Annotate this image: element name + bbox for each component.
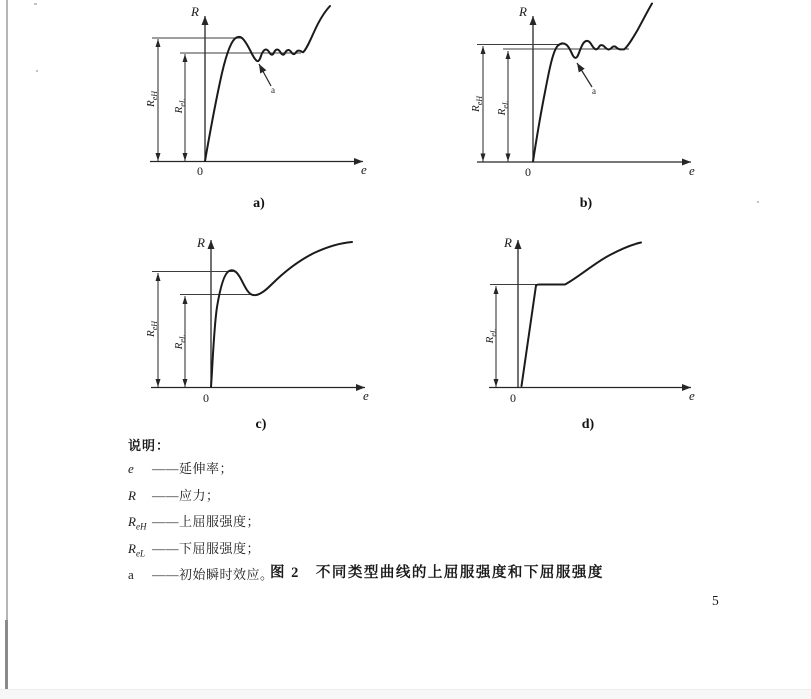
lower-yield-label: $R_{eL}$ [173,98,187,114]
x-axis-label: e [361,162,367,177]
legend-item-rel [128,541,274,562]
arrowhead [506,154,511,162]
legend-title: 说明： [128,438,171,453]
arrowhead [156,379,161,387]
legend-desc: ——延伸率； [152,461,234,476]
transient-effect-label: a [592,86,596,96]
origin-label: 0 [203,391,209,405]
upper-yield-label: $R_{eH}$ [145,320,159,338]
panel-label-d: d) [581,417,595,432]
legend-symbol: R [128,487,136,503]
legend-symbol: $R_{eL}$ [128,540,145,559]
x-axis-label: e [689,388,695,403]
legend-item-a [128,567,274,588]
panel-a [145,4,367,211]
arrowhead [156,153,161,161]
legend-symbol: $R_{eH}$ [128,514,147,532]
y-axis-label: R [197,235,205,250]
figure-legend [128,438,274,594]
arrowhead [183,153,188,161]
legend-item-reh [128,514,274,535]
y-axis-label: R [519,4,527,19]
arrowhead [481,46,486,54]
arrowhead [156,39,161,47]
panel-label-c: c) [255,417,267,432]
arrowhead [506,51,511,59]
arrowhead [494,286,499,294]
stress-strain-curve [205,6,330,161]
figure-caption: 图 2 不同类型曲线的上屈服强度和下屈服强度 [270,565,604,581]
upper-yield-label: $R_{eH}$ [145,90,159,108]
arrowhead [183,54,188,62]
arrowhead [183,296,188,304]
lower-yield-label: $R_{eL}$ [484,328,498,344]
stress-strain-curve [522,243,642,387]
legend-desc: ——上屈服强度； [152,514,261,530]
origin-label: 0 [197,164,203,178]
legend-item-r [128,488,274,509]
origin-label: 0 [510,391,516,405]
panel-c [145,235,369,432]
panel-b [470,4,695,212]
upper-yield-label: $R_{eH}$ [470,95,484,113]
transient-effect-arrow [259,64,271,86]
page-bottom-edge [0,689,811,699]
stress-strain-curve [211,242,352,387]
x-axis-label: e [689,163,695,178]
legend-symbol: a [128,567,134,583]
stress-strain-curve [533,4,652,162]
panel-label-b: b) [579,196,593,211]
y-axis-label: R [191,4,199,19]
origin-label: 0 [525,165,531,179]
legend-desc: ——应力； [152,487,220,503]
panel-label-a: a) [253,196,265,211]
arrowhead [183,379,188,387]
page-number: 5 [712,593,719,608]
arrowhead [494,379,499,387]
arrowhead [156,273,161,281]
panel-d [484,235,695,432]
y-axis-label: R [504,235,512,250]
arrowhead [481,154,486,162]
transient-effect-arrow [577,63,592,87]
legend-symbol: e [128,461,134,476]
legend-desc: ——下屈服强度； [152,540,261,556]
legend-item-e [128,461,274,482]
x-axis-label: e [363,388,369,403]
legend-desc: ——初始瞬时效应。 [152,567,274,583]
lower-yield-label: $R_{eL}$ [173,334,187,350]
transient-effect-label: a [271,85,275,95]
lower-yield-label: $R_{eL}$ [496,100,510,116]
